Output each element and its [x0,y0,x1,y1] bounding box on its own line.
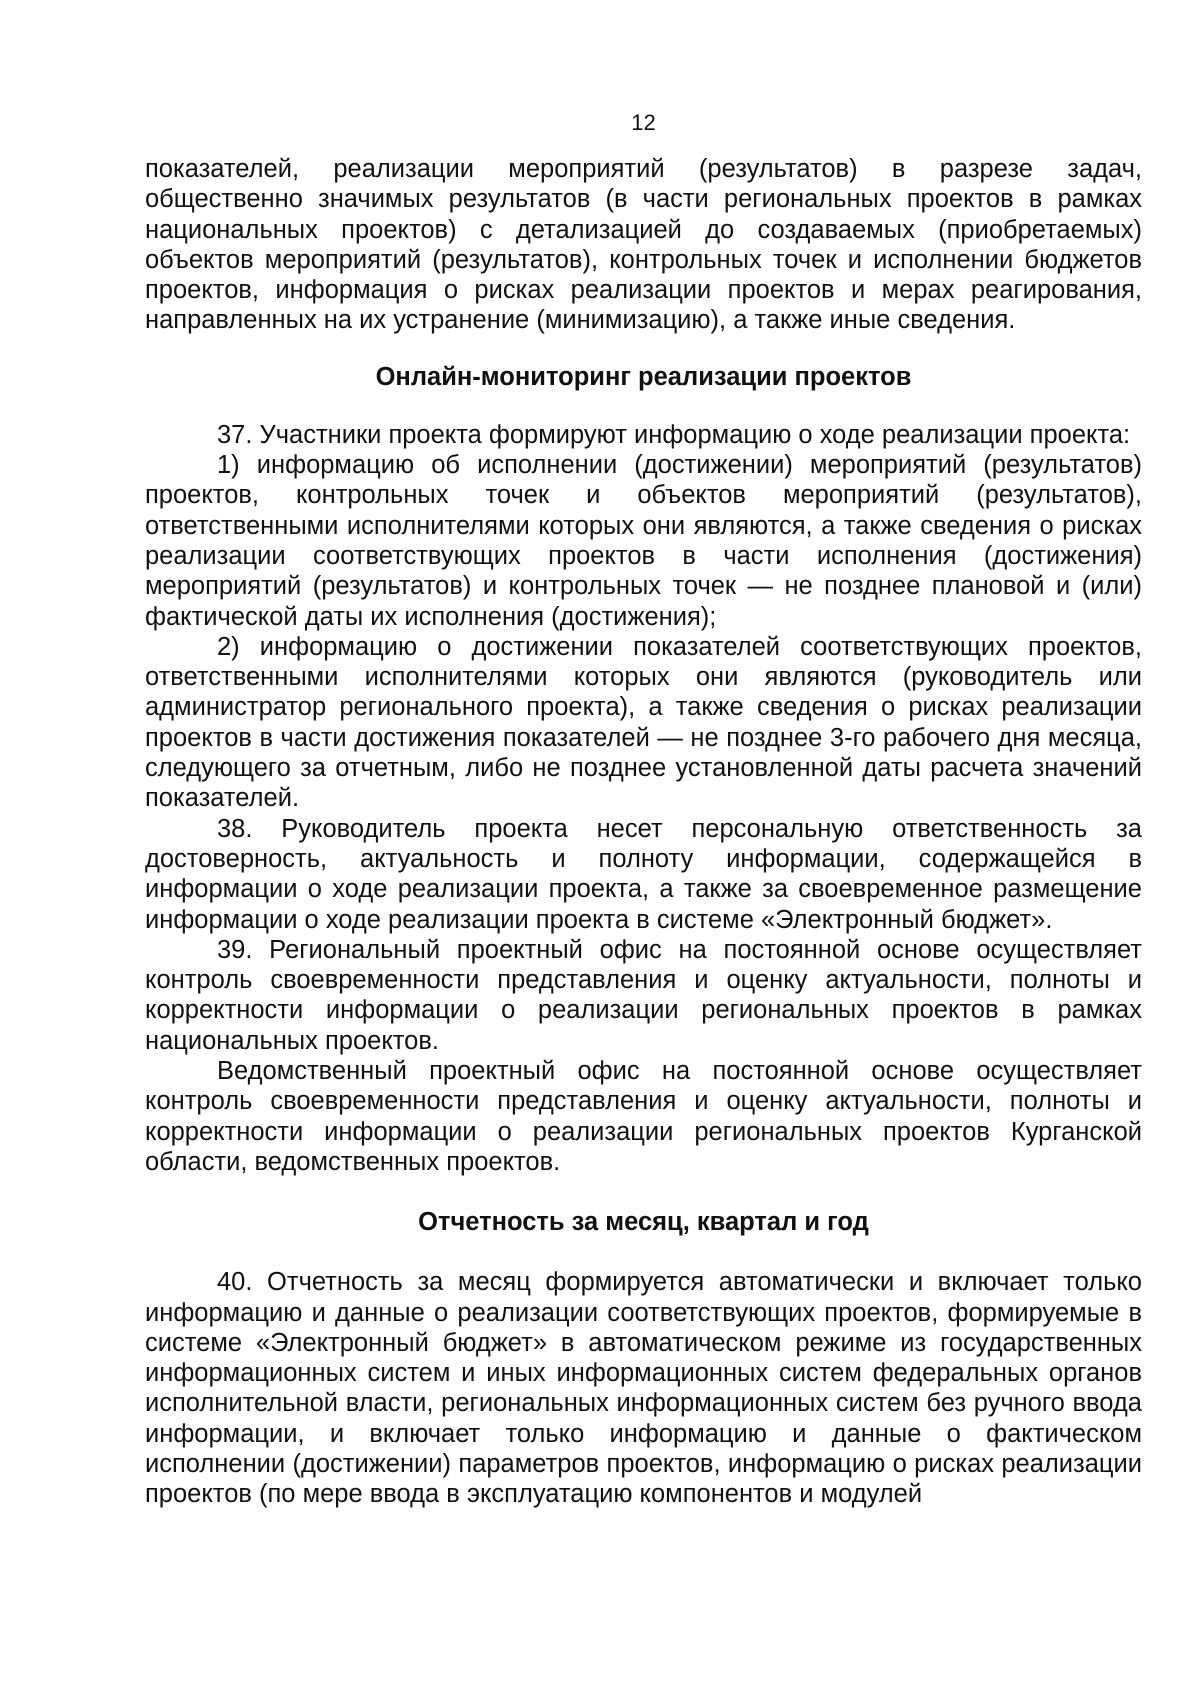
document-page [145,108,1142,1510]
paragraph-40: 40. Отчетность за месяц формируется автоматически и включает только информацию и данные о реализации соответствующих проектов, формируемые в системе «Электронный бюджет» в автоматическом режиме из государственных информационных систем и иных информационных систем федеральных органов исполнительной власти, региональных информационных систем без ручного ввода информации, и включает только информацию и данные о фактическом исполнении (достижении) параметров проектов, информацию о рисках реализации проектов (по мере ввода в эксплуатацию компонентов и модулей [145,1268,1142,1509]
paragraph-37-item-1: 1) информацию об исполнении (достижении) мероприятий (результатов) проектов, контрольных точек и объектов мероприятий (результатов), ответственными исполнителями которых они являются, а также сведения о рисках реализации соответствующих проектов в части исполнения (достижения) мероприятий (результатов) и контрольных точек — не позднее плановой и (или) фактической даты их исполнения (достижения); [145,451,1142,631]
paragraph-37: 37. Участники проекта формируют информацию о ходе реализации проекта: [217,420,1131,449]
paragraph-38: 38. Руководитель проекта несет персональную ответственность за достоверность, актуальность и полноту информации, содержащейся в информации о ходе реализации проекта, а также за своевременное размещение информации о ходе реализации проекта в системе «Электронный бюджет». [145,814,1142,934]
page-number: 12 [631,110,656,135]
paragraph-37-item-2: 2) информацию о достижении показателей соответствующих проектов, ответственными исполнителями которых они являются (руководитель или администратор регионального проекта), а также сведения о рисках реализации проектов в части достижения показателей — не позднее 3-го рабочего дня месяца, следующего за отчетным, либо не позднее установленной даты расчета значений показателей. [145,632,1142,813]
document-body [145,154,1142,1510]
paragraph-39-departmental: Ведомственный проектный офис на постоянной основе осуществляет контроль своевременности представления и оценку актуальности, полноты и корректности информации о реализации региональных проектов Курганской области, ведомственных проектов. [145,1057,1142,1176]
paragraph-continuation: показателей, реализации мероприятий (результатов) в разрезе задач, общественно значимых результатов (в части региональных проектов в рамках национальных проектов) с детализацией до создаваемых (приобретаемых) объектов мероприятий (результатов), контрольных точек и исполнении бюджетов проектов, информация о рисках реализации проектов и мерах реагирования, направленных на их устранение (минимизацию), а также иные сведения. [145,155,1142,335]
section-heading-online-monitoring: Онлайн-мониторинг реализации проектов [375,362,912,391]
section-heading-reporting: Отчетность за месяц, квартал и год [418,1208,869,1237]
paragraph-39: 39. Региональный проектный офис на постоянной основе осуществляет контроль своевременности представления и оценку актуальности, полноты и корректности информации о реализации региональных проектов в рамках национальных проектов. [145,935,1142,1055]
